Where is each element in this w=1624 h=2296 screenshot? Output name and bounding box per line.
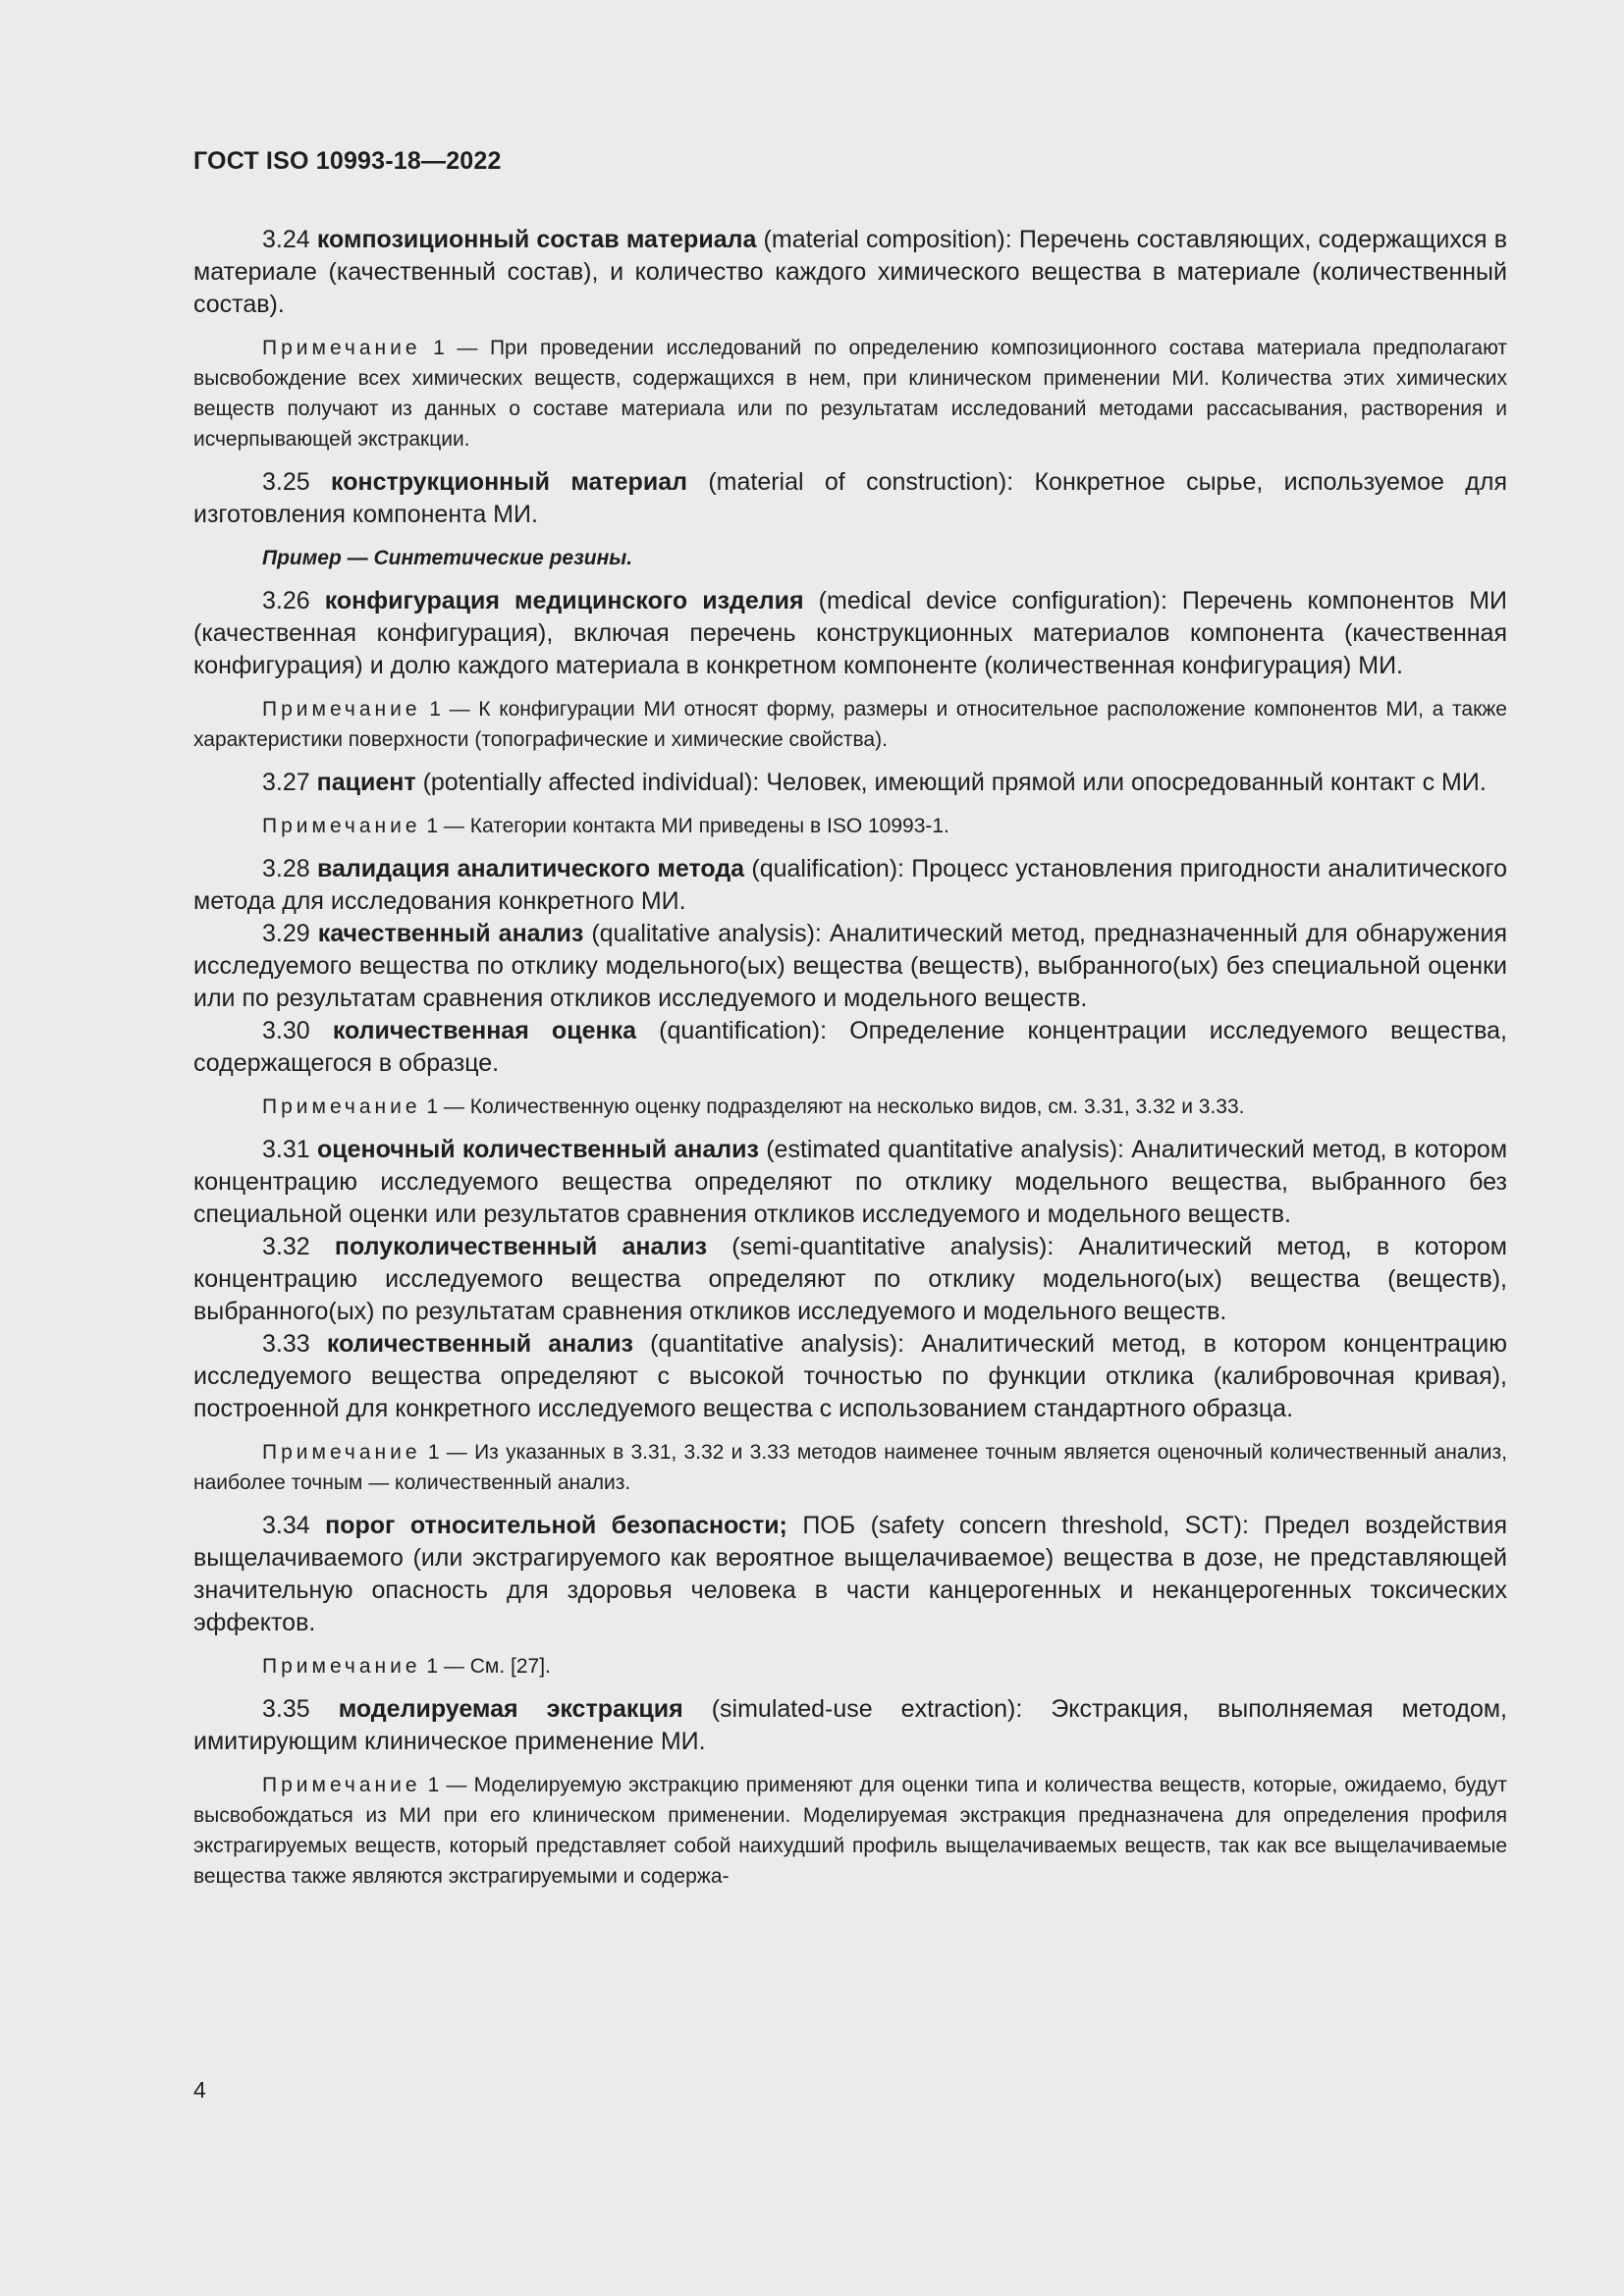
term-entry-3-24: 3.24 композиционный состав материала (material composition): Перечень составляющих, содержащихся в материале (качественный состав), и количество каждого химического вещества в материале (количественный состав). <box>193 226 1507 318</box>
term-entry-3-33: 3.33 количественный анализ (quantitative analysis): Аналитический метод, в котором концентрацию исследуемого вещества определяют с высокой точностью по функции отклика (калибровочная кривая), построенной для конкретного исследуемого вещества с использованием стандартного образца. <box>193 1330 1507 1422</box>
term-entry-3-27: 3.27 пациент (potentially affected individual): Человек, имеющий прямой или опосредованный контакт с МИ. <box>262 769 1487 796</box>
term-entry-3-35: 3.35 моделируемая экстракция (simulated-use extraction): Экстракция, выполняемая методом, имитирующим клиническое применение МИ. <box>193 1695 1508 1755</box>
term-entry-3-34: 3.34 порог относительной безопасности; ПОБ (safety concern threshold, SCT): Предел воздействия выщелачиваемого (или экстрагируемого как вероятное выщелачиваемое) вещества в дозе, не представляющей значительную опасность для здоровья человека в части канцерогенных и неканцерогенных токсических эффектов. <box>193 1512 1508 1636</box>
term-entry-3-30: 3.30 количественная оценка (quantification): Определение концентрации исследуемого вещества, содержащегося в образце. <box>193 1017 1507 1077</box>
term-entry-3-31: 3.31 оценочный количественный анализ (estimated quantitative analysis): Аналитический метод, в котором концентрацию исследуемого вещества определяют по отклику модельного вещества, выбранного без специальной оценки или результатов сравнения откликов исследуемого и модельного веществ. <box>193 1136 1508 1228</box>
document-header: ГОСТ ISO 10993-18—2022 <box>193 147 502 175</box>
note-3-26: Примечание 1 — К конфигурации МИ относят форму, размеры и относительное расположение компонентов МИ, а также характеристики поверхности (топографические и химические свойства). <box>193 698 1507 751</box>
note-3-30: Примечание 1 — Количественную оценку подразделяют на несколько видов, см. 3.31, 3.32 и 3.33. <box>262 1095 1245 1118</box>
term-entry-3-32: 3.32 полуколичественный анализ (semi-quantitative analysis): Аналитический метод, в котором концентрацию исследуемого вещества определяют по отклику модельного(ых) вещества (веществ), выбранного(ых) по результатам сравнения откликов исследуемого и модельного веществ. <box>193 1233 1507 1325</box>
term-entry-3-26: 3.26 конфигурация медицинского изделия (medical device configuration): Перечень компонентов МИ (качественная конфигурация), включая перечень конструкционных материалов компонента (качественная конфигурация) и долю каждого материала в конкретном компоненте (количественная конфигурация) МИ. <box>193 587 1507 679</box>
term-entry-3-25: 3.25 конструкционный материал (material of construction): Конкретное сырье, используемое для изготовления компонента МИ. <box>193 468 1507 528</box>
note-3-33: Примечание 1 — Из указанных в 3.31, 3.32 и 3.33 методов наименее точным является оценочный количественный анализ, наиболее точным — количественный анализ. <box>193 1441 1507 1494</box>
example-3-25: Пример — Синтетические резины. <box>262 547 633 569</box>
document-body <box>193 224 1507 1892</box>
note-3-34: Примечание 1 — См. [27]. <box>262 1655 551 1678</box>
page-number: 4 <box>193 2077 206 2103</box>
term-entry-3-28: 3.28 валидация аналитического метода (qualification): Процесс установления пригодности аналитического метода для исследования конкретного МИ. <box>193 855 1508 915</box>
note-3-24: Примечание 1 — При проведении исследований по определению композиционного состава материала предполагают высвобождение всех химических веществ, содержащихся в нем, при клиническом применении МИ. Количества этих химических веществ получают из данных о составе материала или по результатам исследований методами рассасывания, растворения и исчерпывающей экстракции. <box>193 337 1507 451</box>
note-3-35: Примечание 1 — Моделируемую экстракцию применяют для оценки типа и количества веществ, которые, ожидаемо, будут высвобождаться из МИ при его клиническом применении. Моделируемая экстракция предназначена для определения профиля экстрагируемых веществ, который представляет собой наихудший профиль выщелачиваемых веществ, так как все выщелачиваемые вещества также являются экстрагируемыми и содержа- <box>193 1774 1507 1888</box>
term-entry-3-29: 3.29 качественный анализ (qualitative analysis): Аналитический метод, предназначенный для обнаружения исследуемого вещества по отклику модельного(ых) вещества (веществ), выбранного(ых) без специальной оценки или по результатам сравнения откликов исследуемого и модельного веществ. <box>193 920 1507 1012</box>
note-3-27: Примечание 1 — Категории контакта МИ приведены в ISO 10993-1. <box>262 815 949 837</box>
